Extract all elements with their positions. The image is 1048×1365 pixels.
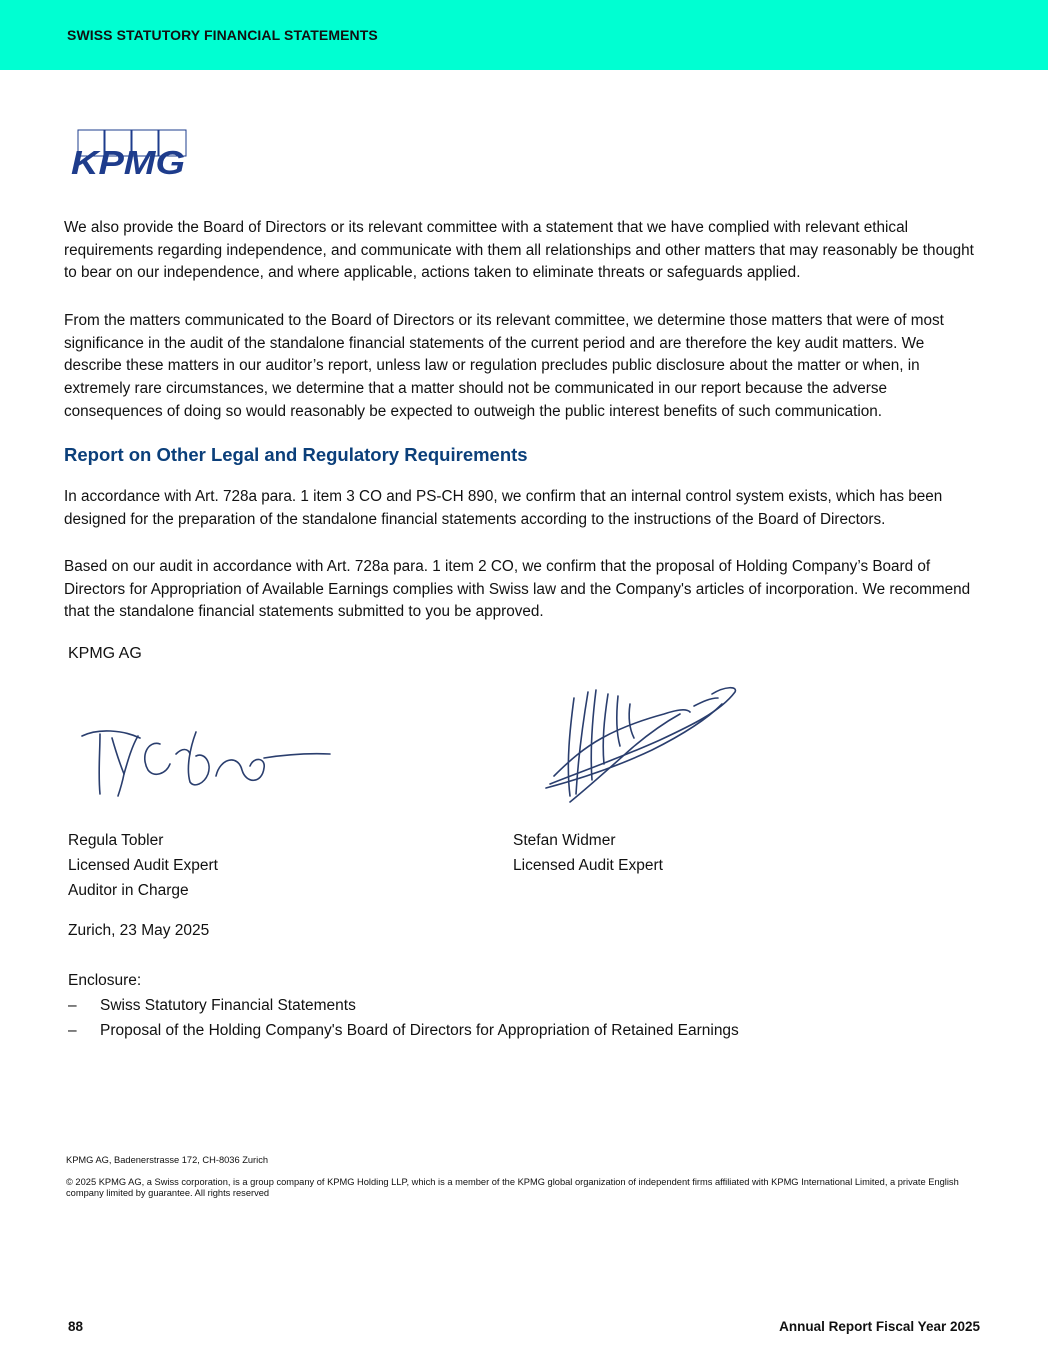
enclosure-list	[68, 993, 739, 1043]
dash-bullet: –	[68, 997, 77, 1014]
internal-control-paragraph: In accordance with Art. 728a para. 1 item 3 CO and PS-CH 890, we confirm that an internal control system exists, which has been designed for the preparation of the standalone financial statements according to the instructions of the Board of Directors.	[64, 488, 943, 528]
kpmg-logo	[70, 129, 190, 179]
independence-paragraph: We also provide the Board of Directors or its relevant committee with a statement that we have complied with relevant ethical requirements regarding independence, and communicate with them all relationships and other matters that may reasonably be thought to bear on our independence, and where applicable, actions taken to eliminate threats or safeguards applied.	[64, 219, 974, 282]
signatory-1-role: Auditor in Charge	[68, 882, 189, 899]
header-title: SWISS STATUTORY FINANCIAL STATEMENTS	[67, 27, 378, 43]
signature-regula-tobler	[78, 718, 338, 803]
enclosure-label: Enclosure:	[68, 972, 142, 989]
firm-address: KPMG AG, Badenerstrasse 172, CH-8036 Zurich	[66, 1155, 269, 1165]
report-title: Annual Report Fiscal Year 2025	[779, 1319, 980, 1334]
signatory-2-title: Licensed Audit Expert	[513, 857, 663, 874]
section-heading: Report on Other Legal and Regulatory Requirements	[64, 444, 528, 465]
enclosure-item	[68, 1018, 739, 1043]
dash-bullet: –	[68, 1022, 77, 1039]
enclosure-item	[68, 993, 739, 1018]
signatory-2-name: Stefan Widmer	[513, 832, 616, 849]
appropriation-paragraph: Based on our audit in accordance with Art. 728a para. 1 item 2 CO, we confirm that the proposal of Holding Company’s Board of Directors for Appropriation of Available Earnings complies with Swiss law and the Company's articles of incorporation. We recommend that the standalone financial statements submitted to you be approved.	[64, 558, 971, 621]
copyright-notice: © 2025 KPMG AG, a Swiss corporation, is a group company of KPMG Holding LLP, which is a member of the KPMG global organization of independent firms affiliated with KPMG International Limited, a private English company limited by guarantee. All rights reserved	[66, 1177, 959, 1198]
key-audit-matters-paragraph: From the matters communicated to the Board of Directors or its relevant committee, we determine those matters that were of most significance in the audit of the standalone financial statements of the current period and are therefore the key audit matters. We describe these matters in our auditor’s report, unless law or regulation precludes public disclosure about the matter or when, in extremely rare circumstances, we determine that a matter should not be communicated in our report because the adverse consequences of doing so would reasonably be expected to outweigh the public interest benefits of such communication.	[64, 312, 944, 420]
kpmg-logo-text: KPMG	[71, 144, 185, 179]
signatory-1-title: Licensed Audit Expert	[68, 857, 218, 874]
signature-stefan-widmer	[540, 676, 745, 811]
firm-name: KPMG AG	[68, 645, 142, 662]
page-number: 88	[68, 1319, 84, 1334]
enclosure-item-text: Swiss Statutory Financial Statements	[100, 997, 356, 1014]
header-band	[0, 0, 1048, 70]
signatory-1-name: Regula Tobler	[68, 832, 164, 849]
place-date: Zurich, 23 May 2025	[68, 922, 210, 939]
enclosure-item-text: Proposal of the Holding Company's Board of Directors for Appropriation of Retained Earnings	[100, 1022, 739, 1039]
